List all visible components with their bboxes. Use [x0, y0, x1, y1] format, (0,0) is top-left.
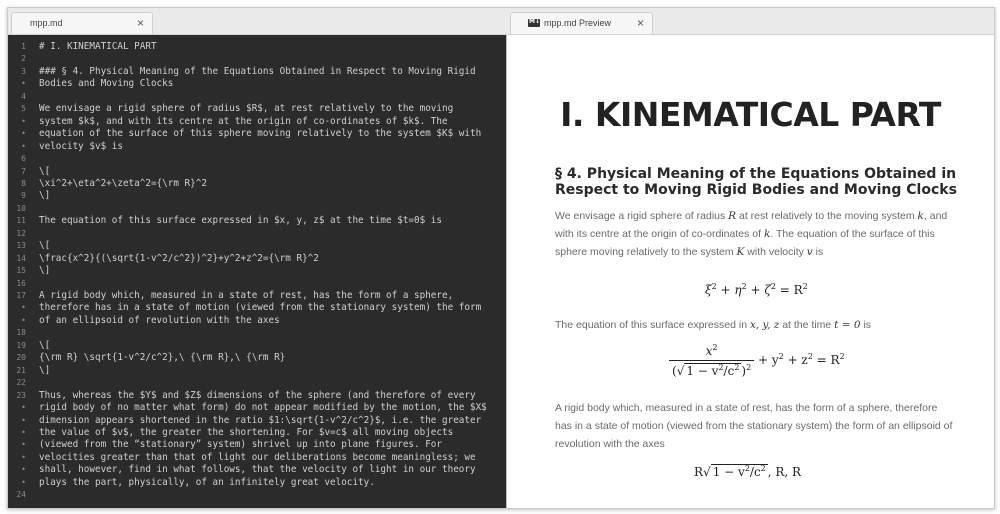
close-icon[interactable]: ×	[636, 16, 644, 30]
tab-bar	[8, 8, 994, 35]
line-number: •	[21, 465, 26, 475]
line-number: 5	[21, 104, 26, 114]
code-line[interactable]: {\rm R} \sqrt{1-v^2/c^2},\ {\rm R},\ {\rm R}	[39, 352, 286, 364]
code-line[interactable]: dimension appears shortened in the ratio $1:\sqrt{1-v^2/c^2}$, i.e. the greater	[39, 414, 482, 426]
line-number: 17	[16, 291, 26, 300]
tab-label: mpp.md Preview	[544, 18, 612, 28]
equation-ellipsoid: $\frac{x^2}{(√ 1 - v^2/c^2 )^2}$ + $y^2 + z^2 = R^2$	[669, 343, 845, 378]
line-number: •	[21, 315, 26, 325]
line-number: 4	[21, 91, 26, 101]
line-number: 20	[16, 353, 26, 363]
code-line[interactable]: of an ellipsoid of revolution with the axes	[39, 314, 280, 326]
line-number: 8	[21, 178, 26, 188]
markdown-preview	[507, 35, 994, 508]
line-number: •	[21, 141, 26, 151]
code-line[interactable]: plays the part, physically, of an infinitely great velocity.	[39, 476, 375, 488]
code-line[interactable]: \]	[39, 190, 51, 202]
line-number: 12	[16, 228, 26, 238]
code-line[interactable]: system $k$, and with its centre at the origin of co-ordinates of $k$. The	[39, 115, 448, 127]
code-line[interactable]: \]	[39, 364, 51, 376]
code-line[interactable]: (viewed from the “stationary” system) shrivel up into plane figures. For	[39, 439, 442, 451]
line-number: 14	[16, 253, 26, 263]
code-line[interactable]: \[	[39, 240, 51, 252]
code-line[interactable]: A rigid body which, measured in a state of rest, has the form of a sphere,	[39, 290, 454, 301]
equation-sphere: $\xi^2 + \eta^2 + \zeta^2 = R^2$	[705, 282, 808, 297]
line-number: •	[21, 403, 26, 413]
line-number: 10	[16, 203, 26, 213]
line-number: 16	[16, 278, 26, 288]
code-line[interactable]: \[	[39, 165, 51, 177]
code-line[interactable]: Thus, whereas the $Y$ and $Z$ dimensions of the sphere (and therefore of every	[39, 389, 476, 401]
line-number: 23	[16, 390, 26, 400]
line-number: 11	[16, 216, 26, 226]
line-number: 7	[21, 166, 26, 176]
line-number: 9	[21, 191, 26, 201]
line-number: •	[21, 452, 26, 462]
line-number: 19	[16, 340, 26, 350]
code-line[interactable]: equation of the surface of this sphere moving relatively to the system $K$ with	[39, 128, 482, 140]
code-line[interactable]: The equation of this surface expressed in $x, y, z$ at the time $t=0$ is	[39, 215, 442, 227]
line-number: •	[21, 477, 26, 487]
line-number: •	[21, 440, 26, 450]
preview-paragraph: The equation of this surface expressed in x, y, z at the time t = 0 is	[555, 319, 872, 331]
preview-heading-3: § 4. Physical Meaning of the Equations Obtained in Respect to Moving Rigid Bodies and Moving Clocks	[555, 166, 957, 198]
code-line[interactable]: the value of $v$, the greater the shortening. For $v=c$ all moving objects	[39, 426, 454, 438]
preview-paragraph: A rigid body which, measured in a state of rest, has the form of a sphere, therefore has in a state of motion (viewed from the stationary system) the form of an ellipsoid of revolution with the axes	[555, 402, 953, 450]
code-line[interactable]: # I. KINEMATICAL PART	[39, 41, 157, 52]
line-number: 1	[21, 42, 26, 51]
code-line[interactable]: ### § 4. Physical Meaning of the Equations Obtained in Respect to Moving Rigid	[39, 65, 476, 77]
code-line[interactable]: \frac{x^2}{(\sqrt{1-v^2/c^2})^2}+y^2+z^2={\rm R}^2	[39, 252, 319, 264]
code-line[interactable]: therefore has in a state of motion (viewed from the stationary system) the form	[39, 302, 482, 314]
markdown-editor[interactable]	[8, 35, 506, 508]
line-number: •	[21, 129, 26, 139]
code-line[interactable]: \xi^2+\eta^2+\zeta^2={\rm R}^2	[39, 177, 207, 189]
line-number: •	[21, 303, 26, 313]
line-number: 13	[16, 241, 26, 251]
line-number: 2	[21, 54, 26, 64]
markdown-icon: M↓	[529, 18, 540, 25]
line-number: 18	[16, 328, 26, 338]
tab-preview[interactable]	[510, 12, 653, 34]
code-line[interactable]: velocities greater than that of light our deliberations become meaningless; we	[39, 451, 476, 463]
code-line[interactable]: rigid body of no matter what form) do not appear modified by the motion, the $X$	[39, 402, 487, 414]
code-line[interactable]: velocity $v$ is	[39, 140, 123, 152]
code-line[interactable]: \[	[39, 339, 51, 351]
line-number: 15	[16, 266, 26, 276]
line-number: •	[21, 415, 26, 425]
equation-axes: R√ $1 - v^2/c^2$ , R, R	[694, 464, 802, 479]
tab-editor[interactable]	[11, 12, 153, 34]
tab-label: mpp.md	[30, 18, 63, 28]
code-line[interactable]: shall, however, find in what follows, that the velocity of light in our theory	[39, 464, 476, 476]
code-line[interactable]: Bodies and Moving Clocks	[39, 78, 174, 90]
preview-heading-1: I. KINEMATICAL PART	[560, 95, 941, 134]
line-number: •	[21, 79, 26, 89]
app-window	[7, 7, 995, 509]
close-icon[interactable]: ×	[136, 16, 144, 30]
line-number: •	[21, 427, 26, 437]
preview-paragraph: We envisage a rigid sphere of radius R at rest relatively to the moving system k, and with its centre at the origin of co-ordinates of k. The equation of the surface of this sphere moving relatively to the system K with velocity v is	[555, 210, 948, 258]
line-number: •	[21, 116, 26, 126]
line-number: 22	[16, 378, 26, 388]
line-number: 21	[16, 365, 26, 375]
line-number: 24	[16, 490, 26, 500]
code-line[interactable]: We envisage a rigid sphere of radius $R$, at rest relatively to the moving	[39, 103, 454, 115]
line-number: 3	[21, 66, 26, 76]
code-line[interactable]: \]	[39, 265, 51, 277]
line-number: 6	[21, 154, 26, 164]
